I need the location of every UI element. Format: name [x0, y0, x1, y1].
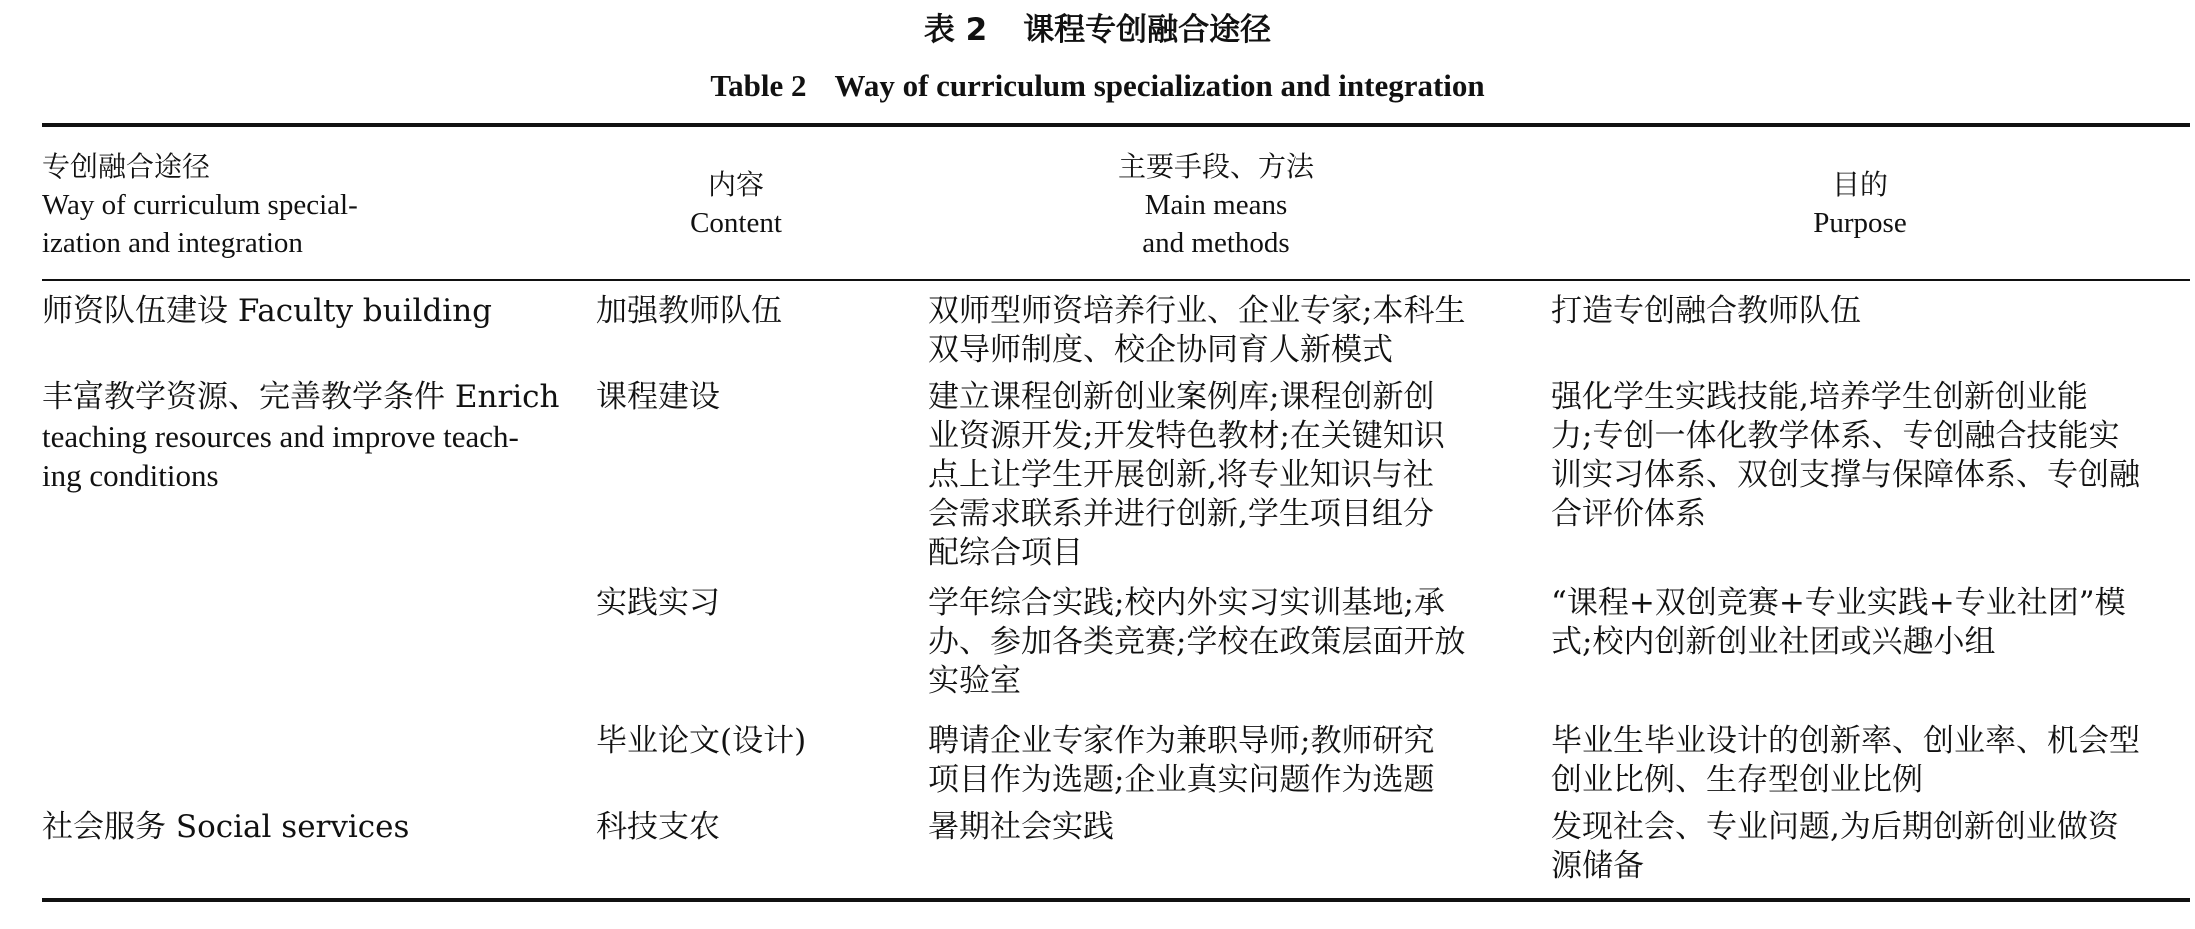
- row5-approach: 社会服务 Social services: [42, 809, 410, 845]
- row5-purpose-line: 源储备: [1551, 848, 1644, 884]
- row5-content: 科技支农: [596, 809, 720, 845]
- row3-means-line: 实验室: [928, 663, 1021, 699]
- header-content-cn: 内容: [707, 168, 764, 201]
- header-purpose: [1550, 166, 2170, 242]
- row4-means: [928, 722, 1511, 800]
- row1-means-line: 双师型师资培养行业、企业专家;本科生: [928, 293, 1466, 329]
- row5-purpose: [1551, 808, 2161, 886]
- row3-means-line: 学年综合实践;校内外实习实训基地;承: [928, 585, 1445, 621]
- header-means-en-line1: Main means: [1144, 189, 1288, 221]
- header-means-en-line2: and methods: [1142, 227, 1290, 259]
- row5-purpose-line: 发现社会、专业问题,为后期创新创业做资: [1551, 809, 2119, 845]
- table-header-rule: [42, 279, 2190, 281]
- row2-means-line: 会需求联系并进行创新,学生项目组分: [928, 496, 1434, 532]
- row3-content: 实践实习: [596, 585, 720, 621]
- row2-approach: [42, 378, 597, 495]
- table-caption-chinese: [0, 8, 2195, 52]
- header-purpose-cn: 目的: [1831, 168, 1888, 201]
- row2-means-line: 业资源开发;开发特色教材;在关键知识: [928, 418, 1445, 454]
- row2-means-line: 建立课程创新创业案例库;课程创新创: [928, 379, 1435, 415]
- row2-content: 课程建设: [596, 379, 720, 415]
- row1-purpose-line: 打造专创融合教师队伍: [1551, 293, 1861, 329]
- row2-means-line: 点上让学生开展创新,将专业知识与社: [928, 457, 1434, 493]
- row3-means-line: 办、参加各类竞赛;学校在政策层面开放: [928, 624, 1466, 660]
- row3-purpose: [1551, 584, 2161, 662]
- header-content: [596, 166, 876, 242]
- row2-approach-line: teaching resources and improve teach-: [42, 419, 519, 454]
- row4-purpose-line: 毕业生毕业设计的创新率、创业率、机会型: [1551, 723, 2140, 759]
- header-approach-en-line2: ization and integration: [42, 227, 303, 259]
- row3-purpose-line: 式;校内创新创业社团或兴趣小组: [1551, 624, 1996, 660]
- row3-means: [928, 584, 1511, 701]
- row1-means: [928, 292, 1511, 370]
- row2-means: [928, 378, 1511, 573]
- row2-approach-line: 丰富教学资源、完善教学条件 Enrich: [42, 379, 560, 415]
- header-approach-cn: 专创融合途径: [42, 150, 211, 183]
- row4-content: 毕业论文(设计): [596, 723, 807, 759]
- header-purpose-en: Purpose: [1813, 207, 1907, 239]
- row1-approach: 师资队伍建设 Faculty building: [42, 293, 493, 329]
- row4-purpose-line: 创业比例、生存型创业比例: [1551, 762, 1923, 798]
- header-approach: [42, 148, 462, 262]
- header-means-cn: 主要手段、方法: [1117, 150, 1314, 183]
- row2-approach-line: ing conditions: [42, 458, 219, 493]
- table-caption-english: [0, 64, 2195, 108]
- row2-purpose-line: 训实习体系、双创支撑与保障体系、专创融: [1551, 457, 2140, 493]
- row2-purpose-line: 合评价体系: [1551, 496, 1706, 532]
- row1-content: 加强教师队伍: [596, 293, 782, 329]
- row4-means-line: 项目作为选题;企业真实问题作为选题: [928, 762, 1435, 798]
- table-top-rule: [42, 123, 2190, 127]
- table-title-english: Way of curriculum specialization and integration: [834, 68, 1485, 103]
- row1-means-line: 双导师制度、校企协同育人新模式: [928, 332, 1393, 368]
- row4-purpose: [1551, 722, 2161, 800]
- table-title-chinese: 课程专创融合途径: [1023, 12, 1272, 48]
- row1-purpose: [1551, 292, 2161, 331]
- table-number-english: Table 2: [710, 68, 807, 103]
- header-approach-en-line1: Way of curriculum special-: [42, 189, 358, 221]
- row5-means-line: 暑期社会实践: [928, 809, 1114, 845]
- row2-purpose: [1551, 378, 2161, 534]
- header-means: [916, 148, 1516, 262]
- table-bottom-rule: [42, 898, 2190, 902]
- row5-means: [928, 808, 1511, 847]
- header-content-en: Content: [690, 207, 782, 239]
- row2-means-line: 配综合项目: [928, 535, 1083, 571]
- table-number-chinese: 表 2: [923, 12, 988, 48]
- row2-purpose-line: 力;专创一体化教学体系、专创融合技能实: [1551, 418, 2120, 454]
- row4-means-line: 聘请企业专家作为兼职导师;教师研究: [928, 723, 1435, 759]
- row3-purpose-line: “课程+双创竞赛+专业实践+专业社团”模: [1551, 585, 2126, 621]
- row2-purpose-line: 强化学生实践技能,培养学生创新创业能: [1551, 379, 2088, 415]
